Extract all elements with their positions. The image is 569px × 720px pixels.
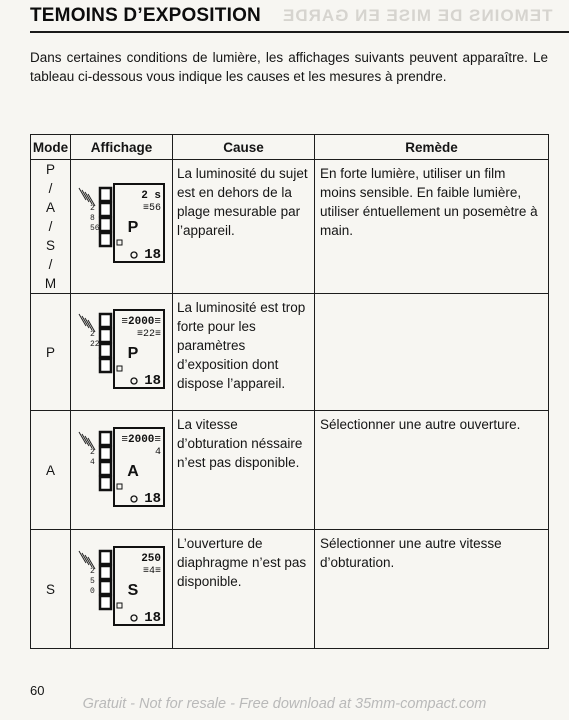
lcd-mid-readout: ≡56 (142, 203, 161, 214)
lcd-bar-segment (100, 462, 111, 475)
footer-watermark: Gratuit - Not for resale - Free download at 35mm-compact.com (82, 696, 487, 712)
lcd-bar-segment (100, 477, 111, 490)
header-mode: Mode (31, 135, 71, 160)
lcd-display-drawing (77, 306, 167, 394)
remedy-cell (315, 294, 549, 411)
blink-ray-icon (82, 434, 89, 446)
lcd-frame-counter: 18 (143, 490, 161, 507)
lcd-flash-icon (117, 240, 122, 245)
lcd-scale-digit: 56 (89, 224, 100, 233)
lcd-scale-digit: 0 (89, 586, 95, 596)
table-row (31, 411, 549, 530)
lcd-top-readout: ≡2000≡ (120, 433, 161, 446)
lcd-bar-segment (100, 581, 111, 594)
lcd-mode-letter: S (127, 581, 138, 599)
lcd-bar-segment (100, 314, 111, 327)
lcd-film-icon (131, 496, 137, 502)
lcd-bar-segment (100, 447, 111, 460)
lcd-scale-digit: 4 (89, 457, 95, 467)
lcd-film-icon (131, 252, 137, 258)
lcd-scale-digit: 2 (89, 566, 95, 576)
lcd-scale-digit: 2 (89, 447, 95, 457)
mode-cell: S (31, 530, 71, 649)
lcd-top-readout: 2 s (140, 190, 161, 202)
lcd-frame-counter: 18 (143, 372, 161, 389)
lcd-frame-counter: 18 (143, 247, 161, 263)
lcd-bar-segment (100, 551, 111, 564)
lcd-bar-segment (100, 188, 111, 201)
bleed-through-title: TEMOINS DE MISE EN GARDE (282, 6, 553, 25)
display-cell (71, 530, 173, 649)
lcd-mode-letter: P (127, 344, 138, 362)
lcd-scale-digit: 2 (89, 204, 95, 213)
lcd-scale-digit: 22 (89, 339, 100, 349)
blink-ray-icon (79, 551, 86, 563)
blink-ray-icon (82, 190, 89, 202)
lcd-bar-segment (100, 344, 111, 357)
page-number: 60 (30, 683, 45, 698)
lcd-scale-text (90, 330, 100, 349)
lcd-display-drawing (77, 180, 167, 268)
lcd-display-drawing (77, 424, 167, 512)
lcd-bar-segment (100, 566, 111, 579)
lcd-bar-segment (100, 203, 111, 216)
lcd-flash-icon (117, 484, 122, 489)
cause-cell: La vitesse d’obturation néssaire n’est pas disponible. (173, 411, 315, 530)
lcd-bar-segment (100, 329, 111, 342)
blink-ray-icon (79, 314, 86, 326)
display-cell (71, 294, 173, 411)
lcd-viewfinder-display (77, 543, 167, 636)
lcd-bar-segment (100, 432, 111, 445)
header-cause: Cause (173, 135, 315, 160)
lcd-frame-counter: 18 (143, 609, 161, 626)
lcd-scale-text (90, 204, 100, 233)
remedy-cell: Sélectionner une autre ouverture. (315, 411, 549, 530)
lcd-scale-digit: 2 (89, 329, 95, 339)
blink-ray-icon (82, 553, 89, 565)
lcd-top-readout: 250 (140, 552, 161, 565)
lcd-film-icon (131, 615, 137, 621)
cause-cell: L’ouverture de diaphragme n’est pas disponible. (173, 530, 315, 649)
blink-ray-icon (85, 436, 92, 448)
page-title: TEMOINS D’EXPOSITION (30, 5, 261, 26)
lcd-mid-readout: ≡4≡ (142, 565, 161, 577)
cause-cell: La luminosité du sujet est en dehors de la plage mesurable par l’appareil. (173, 160, 315, 294)
blink-ray-icon (79, 188, 86, 200)
blink-ray-icon (82, 316, 89, 328)
lcd-flash-icon (117, 366, 122, 371)
lcd-viewfinder-display (77, 424, 167, 517)
display-cell (71, 411, 173, 530)
lcd-viewfinder-display (77, 180, 167, 273)
remedy-cell: En forte lumière, utiliser un film moins sensible. En faible lumière, utiliser éntuellement un posemètre à main. (315, 160, 549, 294)
mode-cell: P (31, 294, 71, 411)
blink-ray-icon (79, 432, 86, 444)
blink-ray-icon (85, 192, 92, 204)
display-cell (71, 160, 173, 294)
intro-paragraph: Dans certaines conditions de lumière, les affichages suivants peuvent apparaître. Le tableau ci-dessous vous indique les causes et les mesures à prendre. (30, 50, 548, 84)
lcd-mid-readout: 4 (154, 446, 161, 458)
lcd-bar-segment (100, 596, 111, 609)
exposure-warnings-table (30, 134, 549, 649)
table-row (31, 530, 549, 649)
header-display: Affichage (71, 135, 173, 160)
lcd-bar-segment (100, 359, 111, 372)
mode-cell: A (31, 411, 71, 530)
lcd-mode-letter: A (126, 462, 139, 480)
blink-ray-icon (85, 318, 92, 330)
lcd-mode-letter: P (127, 219, 138, 236)
lcd-scale-digit: 5 (89, 576, 95, 586)
lcd-scale-digit: 8 (89, 214, 95, 223)
header-remedy: Remède (315, 135, 549, 160)
blink-ray-icon (85, 555, 92, 567)
table-row (31, 160, 549, 294)
lcd-mid-readout: ≡22≡ (136, 328, 161, 340)
mode-cell: P / A / S / M (31, 160, 71, 294)
lcd-display-drawing (77, 543, 167, 631)
lcd-bar-segment (100, 218, 111, 231)
lcd-flash-icon (117, 603, 122, 608)
lcd-bar-segment (100, 233, 111, 246)
table-header-row (31, 135, 549, 160)
lcd-scale-text (90, 448, 95, 467)
cause-cell: La luminosité est trop forte pour les paramètres d’exposition dont dispose l’appareil. (173, 294, 315, 411)
title-rule (30, 31, 569, 33)
lcd-scale-text (90, 567, 95, 596)
lcd-top-readout: ≡2000≡ (120, 315, 161, 328)
remedy-cell: Sélectionner une autre vitesse d’obturation. (315, 530, 549, 649)
lcd-film-icon (131, 378, 137, 384)
table-row (31, 294, 549, 411)
lcd-viewfinder-display (77, 306, 167, 399)
